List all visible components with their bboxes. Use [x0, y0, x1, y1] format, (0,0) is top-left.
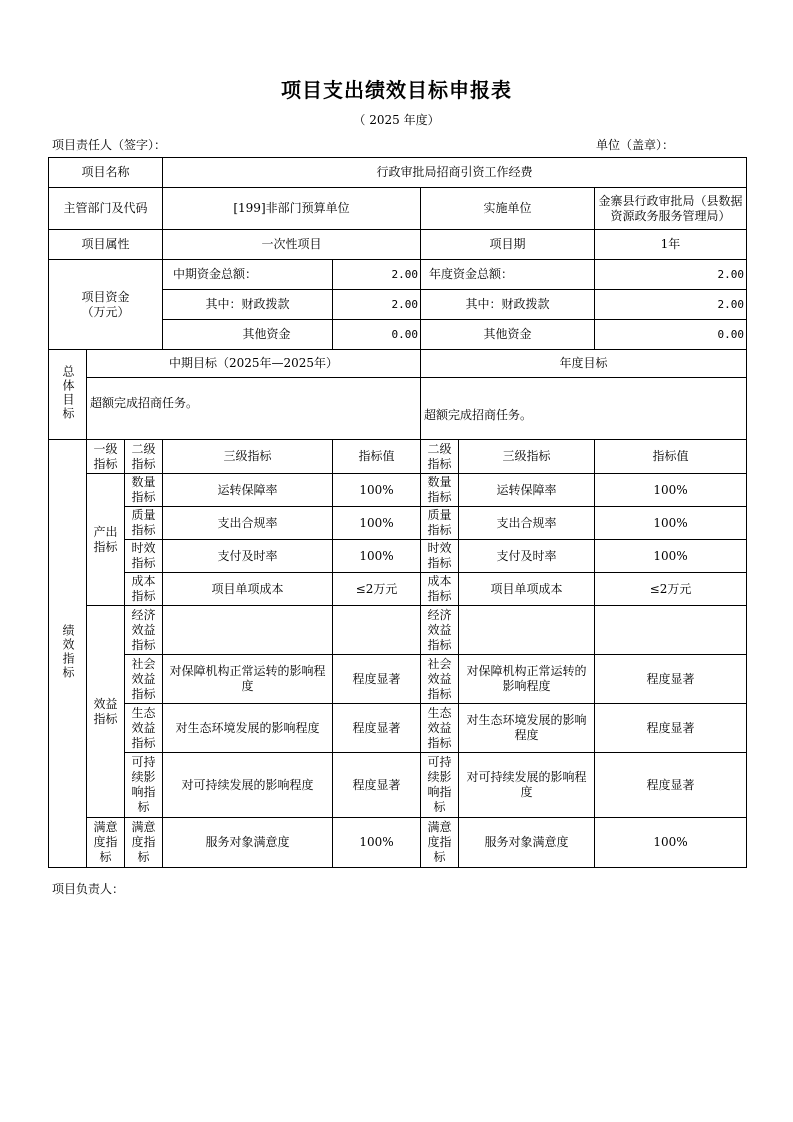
- l3-annual: [459, 606, 595, 655]
- col-level2-mid: 二级指标: [125, 440, 163, 474]
- perf-label-text: 绩效指标: [61, 623, 75, 680]
- mid-total-value: 2.00: [333, 260, 421, 290]
- year-line: （ 2025 年度）: [353, 113, 440, 127]
- row-attribute: [49, 230, 747, 260]
- satisfaction-indicator-label: 满意度指标: [87, 818, 125, 868]
- dept-label: 主管部门及代码: [49, 188, 163, 230]
- table-row: [49, 474, 747, 507]
- l3-mid: 对生态环境发展的影响程度: [163, 704, 333, 753]
- row-project-name: [49, 158, 747, 188]
- mid-goal-text: 超额完成招商任务。: [87, 378, 421, 440]
- dept-value: [199]非部门预算单位: [163, 188, 421, 230]
- col-level1: 一级指标: [87, 440, 125, 474]
- l3-annual: 运转保障率: [459, 474, 595, 507]
- l2-annual: 经济效益指标: [421, 606, 459, 655]
- row-funds-total: [49, 260, 747, 290]
- overall-goal-label: [49, 350, 87, 440]
- mid-goal-header: 中期目标（2025年—2025年）: [87, 350, 421, 378]
- l3-annual: 对可持续发展的影响程度: [459, 753, 595, 818]
- value-annual: 程度显著: [595, 753, 747, 818]
- output-indicator-label: 产出指标: [87, 474, 125, 606]
- l3-annual: 服务对象满意度: [459, 818, 595, 868]
- col-value-mid: 指标值: [333, 440, 421, 474]
- table-row: [49, 507, 747, 540]
- col-value-annual: 指标值: [595, 440, 747, 474]
- row-department: [49, 188, 747, 230]
- funds-label-text: 项目资金（万元）: [81, 289, 130, 319]
- period-label: 项目期: [421, 230, 595, 260]
- annual-total-value: 2.00: [595, 260, 747, 290]
- l2-annual: 社会效益指标: [421, 655, 459, 704]
- value-mid: 程度显著: [333, 655, 421, 704]
- value-mid: 程度显著: [333, 753, 421, 818]
- col-level2-annual: 二级指标: [421, 440, 459, 474]
- value-mid: 100%: [333, 507, 421, 540]
- l3-mid: 支付及时率: [163, 540, 333, 573]
- attr-label: 项目属性: [49, 230, 163, 260]
- l3-mid: [163, 606, 333, 655]
- table-row: [49, 753, 747, 818]
- perf-label: [49, 440, 87, 868]
- l2-mid: 社会效益指标: [125, 655, 163, 704]
- l2-annual: 可持续影响指标: [421, 753, 459, 818]
- row-goals-content: [49, 378, 747, 440]
- row-goals-header: [49, 350, 747, 378]
- l2-mid: 成本指标: [125, 573, 163, 606]
- value-annual: 100%: [595, 507, 747, 540]
- funds-label: [49, 260, 163, 350]
- table-row: [49, 704, 747, 753]
- annual-other-label: 其他资金: [421, 320, 595, 350]
- annual-goal-header: 年度目标: [421, 350, 747, 378]
- attr-value: 一次性项目: [163, 230, 421, 260]
- l3-mid: 项目单项成本: [163, 573, 333, 606]
- l2-annual: 成本指标: [421, 573, 459, 606]
- table-row: [49, 655, 747, 704]
- l2-mid: 生态效益指标: [125, 704, 163, 753]
- l2-annual: 满意度指标: [421, 818, 459, 868]
- annual-total-label: 年度资金总额：: [421, 260, 595, 290]
- impl-unit-label: 实施单位: [421, 188, 595, 230]
- table-row: [49, 573, 747, 606]
- period-value: 1年: [595, 230, 747, 260]
- l2-mid: 质量指标: [125, 507, 163, 540]
- value-annual: 100%: [595, 540, 747, 573]
- value-mid: 程度显著: [333, 704, 421, 753]
- annual-fiscal-label: 其中：财政拨款: [421, 290, 595, 320]
- project-leader-label: 项目负责人：: [52, 882, 125, 896]
- value-mid: 100%: [333, 540, 421, 573]
- impl-unit-value: 金寨县行政审批局（县数据资源政务服务管理局）: [595, 188, 747, 230]
- mid-fiscal-value: 2.00: [333, 290, 421, 320]
- l3-annual: 支付及时率: [459, 540, 595, 573]
- l2-mid: 可持续影响指标: [125, 753, 163, 818]
- annual-fiscal-value: 2.00: [595, 290, 747, 320]
- l3-annual: 对生态环境发展的影响程度: [459, 704, 595, 753]
- project-name-label: 项目名称: [49, 158, 163, 188]
- table-row: [49, 818, 747, 868]
- l3-mid: 运转保障率: [163, 474, 333, 507]
- table-row: [49, 540, 747, 573]
- value-mid: 100%: [333, 474, 421, 507]
- unit-seal-label: 单位（盖章）：: [596, 138, 675, 152]
- l2-annual: 生态效益指标: [421, 704, 459, 753]
- row-indicator-header: [49, 440, 747, 474]
- mid-total-label: 中期资金总额：: [163, 260, 333, 290]
- l2-annual: 数量指标: [421, 474, 459, 507]
- l2-annual: 质量指标: [421, 507, 459, 540]
- value-mid: 100%: [333, 818, 421, 868]
- project-name-value: 行政审批局招商引资工作经费: [163, 158, 747, 188]
- l3-mid: 支出合规率: [163, 507, 333, 540]
- l2-mid: 数量指标: [125, 474, 163, 507]
- responsible-signature-label: 项目责任人（签字）：: [52, 138, 167, 152]
- performance-form-table: [48, 157, 747, 868]
- l2-mid: 经济效益指标: [125, 606, 163, 655]
- l2-mid: 满意度指标: [125, 818, 163, 868]
- l3-annual: 项目单项成本: [459, 573, 595, 606]
- value-annual: 程度显著: [595, 704, 747, 753]
- value-annual: 100%: [595, 818, 747, 868]
- value-annual: 程度显著: [595, 655, 747, 704]
- table-row: [49, 606, 747, 655]
- value-mid: [333, 606, 421, 655]
- mid-other-label: 其他资金: [163, 320, 333, 350]
- l3-annual: 支出合规率: [459, 507, 595, 540]
- value-annual: [595, 606, 747, 655]
- benefit-indicator-label: 效益指标: [87, 606, 125, 818]
- value-annual: 100%: [595, 474, 747, 507]
- mid-fiscal-label: 其中：财政拨款: [163, 290, 333, 320]
- l2-annual: 时效指标: [421, 540, 459, 573]
- col-level3-mid: 三级指标: [163, 440, 333, 474]
- l3-annual: 对保障机构正常运转的影响程度: [459, 655, 595, 704]
- l3-mid: 服务对象满意度: [163, 818, 333, 868]
- overall-goal-label-text: 总体目标: [61, 364, 75, 421]
- value-mid: ≤2万元: [333, 573, 421, 606]
- annual-goal-text: 超额完成招商任务。: [421, 378, 747, 440]
- annual-other-value: 0.00: [595, 320, 747, 350]
- l3-mid: 对可持续发展的影响程度: [163, 753, 333, 818]
- mid-other-value: 0.00: [333, 320, 421, 350]
- l2-mid: 时效指标: [125, 540, 163, 573]
- col-level3-annual: 三级指标: [459, 440, 595, 474]
- page-title: 项目支出绩效目标申报表: [281, 78, 512, 102]
- value-annual: ≤2万元: [595, 573, 747, 606]
- l3-mid: 对保障机构正常运转的影响程度: [163, 655, 333, 704]
